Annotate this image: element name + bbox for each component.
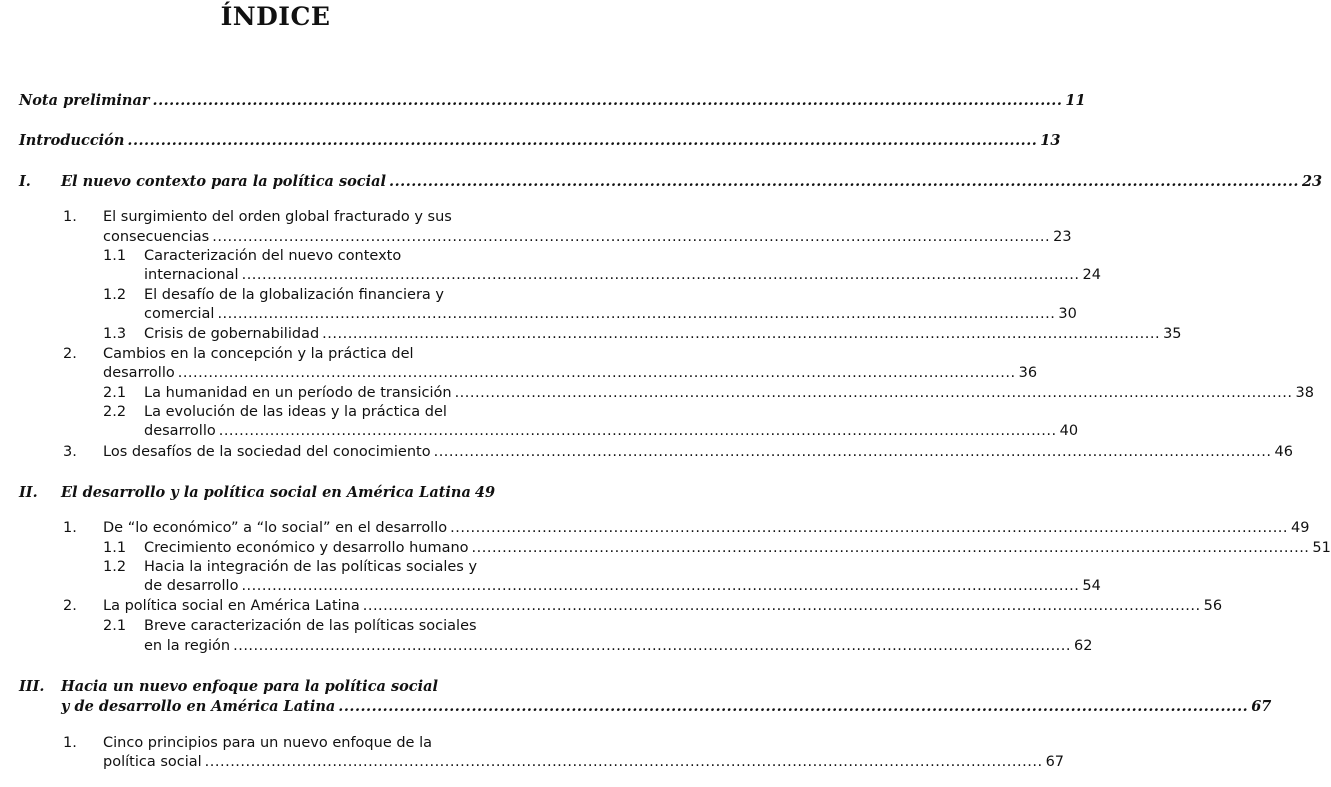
- toc-entry-text: de desarrollo: [144, 578, 239, 594]
- dot-leader: [389, 172, 1299, 191]
- toc-page-number: 23: [1301, 173, 1323, 190]
- subsection-number: 1.2: [103, 559, 127, 575]
- toc-page-number: 56: [1203, 598, 1223, 614]
- subsection-number: 1.3: [103, 326, 127, 342]
- section-number: 1.: [63, 520, 77, 536]
- toc-entry-ii-1[interactable]: [63, 519, 1310, 538]
- dot-leader: [434, 443, 1272, 462]
- toc-entry-text: Crecimiento económico y desarrollo humano: [144, 540, 469, 556]
- toc-entry-text: La política social en América Latina: [103, 598, 360, 614]
- toc-page-number: 13: [1040, 132, 1061, 149]
- subsection-number: 2.1: [103, 618, 127, 634]
- toc-entry-2[interactable]: [103, 364, 1038, 383]
- toc-page-number: 11: [1065, 92, 1086, 109]
- toc-page-number: 30: [1058, 306, 1077, 322]
- section-number: 1.: [63, 209, 77, 225]
- chapter-number: III.: [19, 678, 45, 695]
- toc-entry-text: Cambios en la concepción y la práctica del: [103, 346, 414, 362]
- toc-entry-text: Los desafíos de la sociedad del conocimiento: [103, 444, 431, 460]
- toc-page-number: 67: [1251, 698, 1272, 715]
- toc-entry-text: y de desarrollo en América Latina: [61, 698, 336, 715]
- toc-page-number: 23: [1053, 229, 1072, 245]
- toc-entry-text: Hacia la integración de las políticas sociales y: [144, 559, 478, 575]
- toc-page-number: 51: [1312, 540, 1331, 556]
- dot-leader: [363, 597, 1201, 616]
- toc-page-number: 36: [1018, 365, 1038, 381]
- toc-page-number: 67: [1045, 754, 1065, 770]
- chapter-number: II.: [19, 484, 38, 501]
- toc-entry-1-3[interactable]: [103, 325, 1182, 344]
- toc-entry-text: política social: [103, 754, 202, 770]
- dot-leader: [205, 753, 1043, 772]
- toc-entry-1-2[interactable]: [144, 305, 1077, 324]
- subsection-number: 1.1: [103, 540, 127, 556]
- toc-page-number: 49: [1291, 520, 1310, 536]
- toc-entry-ii-1-1[interactable]: [103, 539, 1331, 558]
- toc-page-number: 46: [1274, 444, 1293, 460]
- section-number: 2.: [63, 598, 77, 614]
- toc-entry-text: El desafío de la globalización financiera y: [144, 287, 445, 303]
- toc-chapter-2[interactable]: [19, 483, 538, 502]
- toc-entry-text: Crisis de gobernabilidad: [144, 326, 320, 342]
- section-number: 1.: [63, 735, 77, 751]
- toc-entry-text: internacional: [144, 267, 239, 283]
- toc-entry-text: Nota preliminar: [19, 92, 150, 109]
- toc-entry-1[interactable]: [103, 228, 1072, 247]
- toc-entry-text: La evolución de las ideas y la práctica del: [144, 404, 447, 420]
- dot-leader: [241, 577, 1079, 596]
- dot-leader: [217, 305, 1055, 324]
- toc-chapter-3[interactable]: [61, 697, 1272, 716]
- toc-entry-text: La humanidad en un período de transición: [144, 385, 452, 401]
- subsection-number: 1.2: [103, 287, 127, 303]
- toc-entry-ii-2-1[interactable]: [144, 637, 1093, 656]
- subsection-number: 2.2: [103, 404, 127, 420]
- toc-page-number: 54: [1082, 578, 1101, 594]
- subsection-number: 1.1: [103, 248, 127, 264]
- dot-leader: [233, 637, 1071, 656]
- dot-leader: [212, 228, 1050, 247]
- page-title: ÍNDICE: [220, 2, 331, 31]
- toc-page-number: 40: [1059, 423, 1079, 439]
- toc-entry-iii-1[interactable]: [103, 753, 1065, 772]
- dot-leader: [219, 422, 1057, 441]
- toc-entry-text: El surgimiento del orden global fracturado y sus: [103, 209, 452, 225]
- toc-entry-introduccion[interactable]: [19, 131, 1061, 150]
- dot-leader: [322, 325, 1160, 344]
- toc-entry-1-1[interactable]: [144, 266, 1101, 285]
- chapter-number: I.: [19, 173, 31, 190]
- toc-page-number: 49: [474, 484, 496, 501]
- dot-leader: [455, 384, 1293, 403]
- toc-entry-text: desarrollo: [103, 365, 175, 381]
- toc-entry-ii-2[interactable]: [63, 597, 1223, 616]
- toc-chapter-1[interactable]: [19, 172, 1323, 191]
- toc-entry-text: Hacia un nuevo enfoque para la política social: [61, 678, 439, 695]
- dot-leader: [127, 131, 1037, 150]
- toc-entry-nota-preliminar[interactable]: [19, 91, 1086, 110]
- toc-entry-ii-1-2[interactable]: [144, 577, 1101, 596]
- toc-entry-3[interactable]: [63, 443, 1293, 462]
- toc-entry-text: en la región: [144, 638, 231, 654]
- dot-leader: [338, 697, 1248, 716]
- dot-leader: [242, 266, 1080, 285]
- dot-leader: [178, 364, 1016, 383]
- dot-leader: [153, 91, 1063, 110]
- toc-entry-text: Caracterización del nuevo contexto: [144, 248, 402, 264]
- toc-entry-text: El nuevo contexto para la política social: [61, 173, 387, 190]
- section-number: 3.: [63, 444, 77, 460]
- toc-entry-2-2[interactable]: [144, 422, 1079, 441]
- toc-page-number: 38: [1295, 385, 1314, 401]
- toc-entry-text: Breve caracterización de las políticas sociales: [144, 618, 477, 634]
- dot-leader: [450, 519, 1288, 538]
- section-number: 2.: [63, 346, 77, 362]
- subsection-number: 2.1: [103, 385, 127, 401]
- toc-entry-2-1[interactable]: [103, 384, 1314, 403]
- toc-entry-text: Cinco principios para un nuevo enfoque de la: [103, 735, 433, 751]
- toc-entry-text: consecuencias: [103, 229, 210, 245]
- toc-entry-text: desarrollo: [144, 423, 216, 439]
- toc-page-number: 24: [1082, 267, 1101, 283]
- toc-entry-text: De “lo económico” a “lo social” en el desarrollo: [103, 520, 448, 536]
- toc-entry-text: Introducción: [19, 132, 125, 149]
- toc-entry-text: El desarrollo y la política social en América Latina: [61, 484, 471, 501]
- dot-leader: [472, 539, 1310, 558]
- toc-page-number: 35: [1163, 326, 1182, 342]
- toc-page-number: 62: [1074, 638, 1093, 654]
- toc-entry-text: comercial: [144, 306, 215, 322]
